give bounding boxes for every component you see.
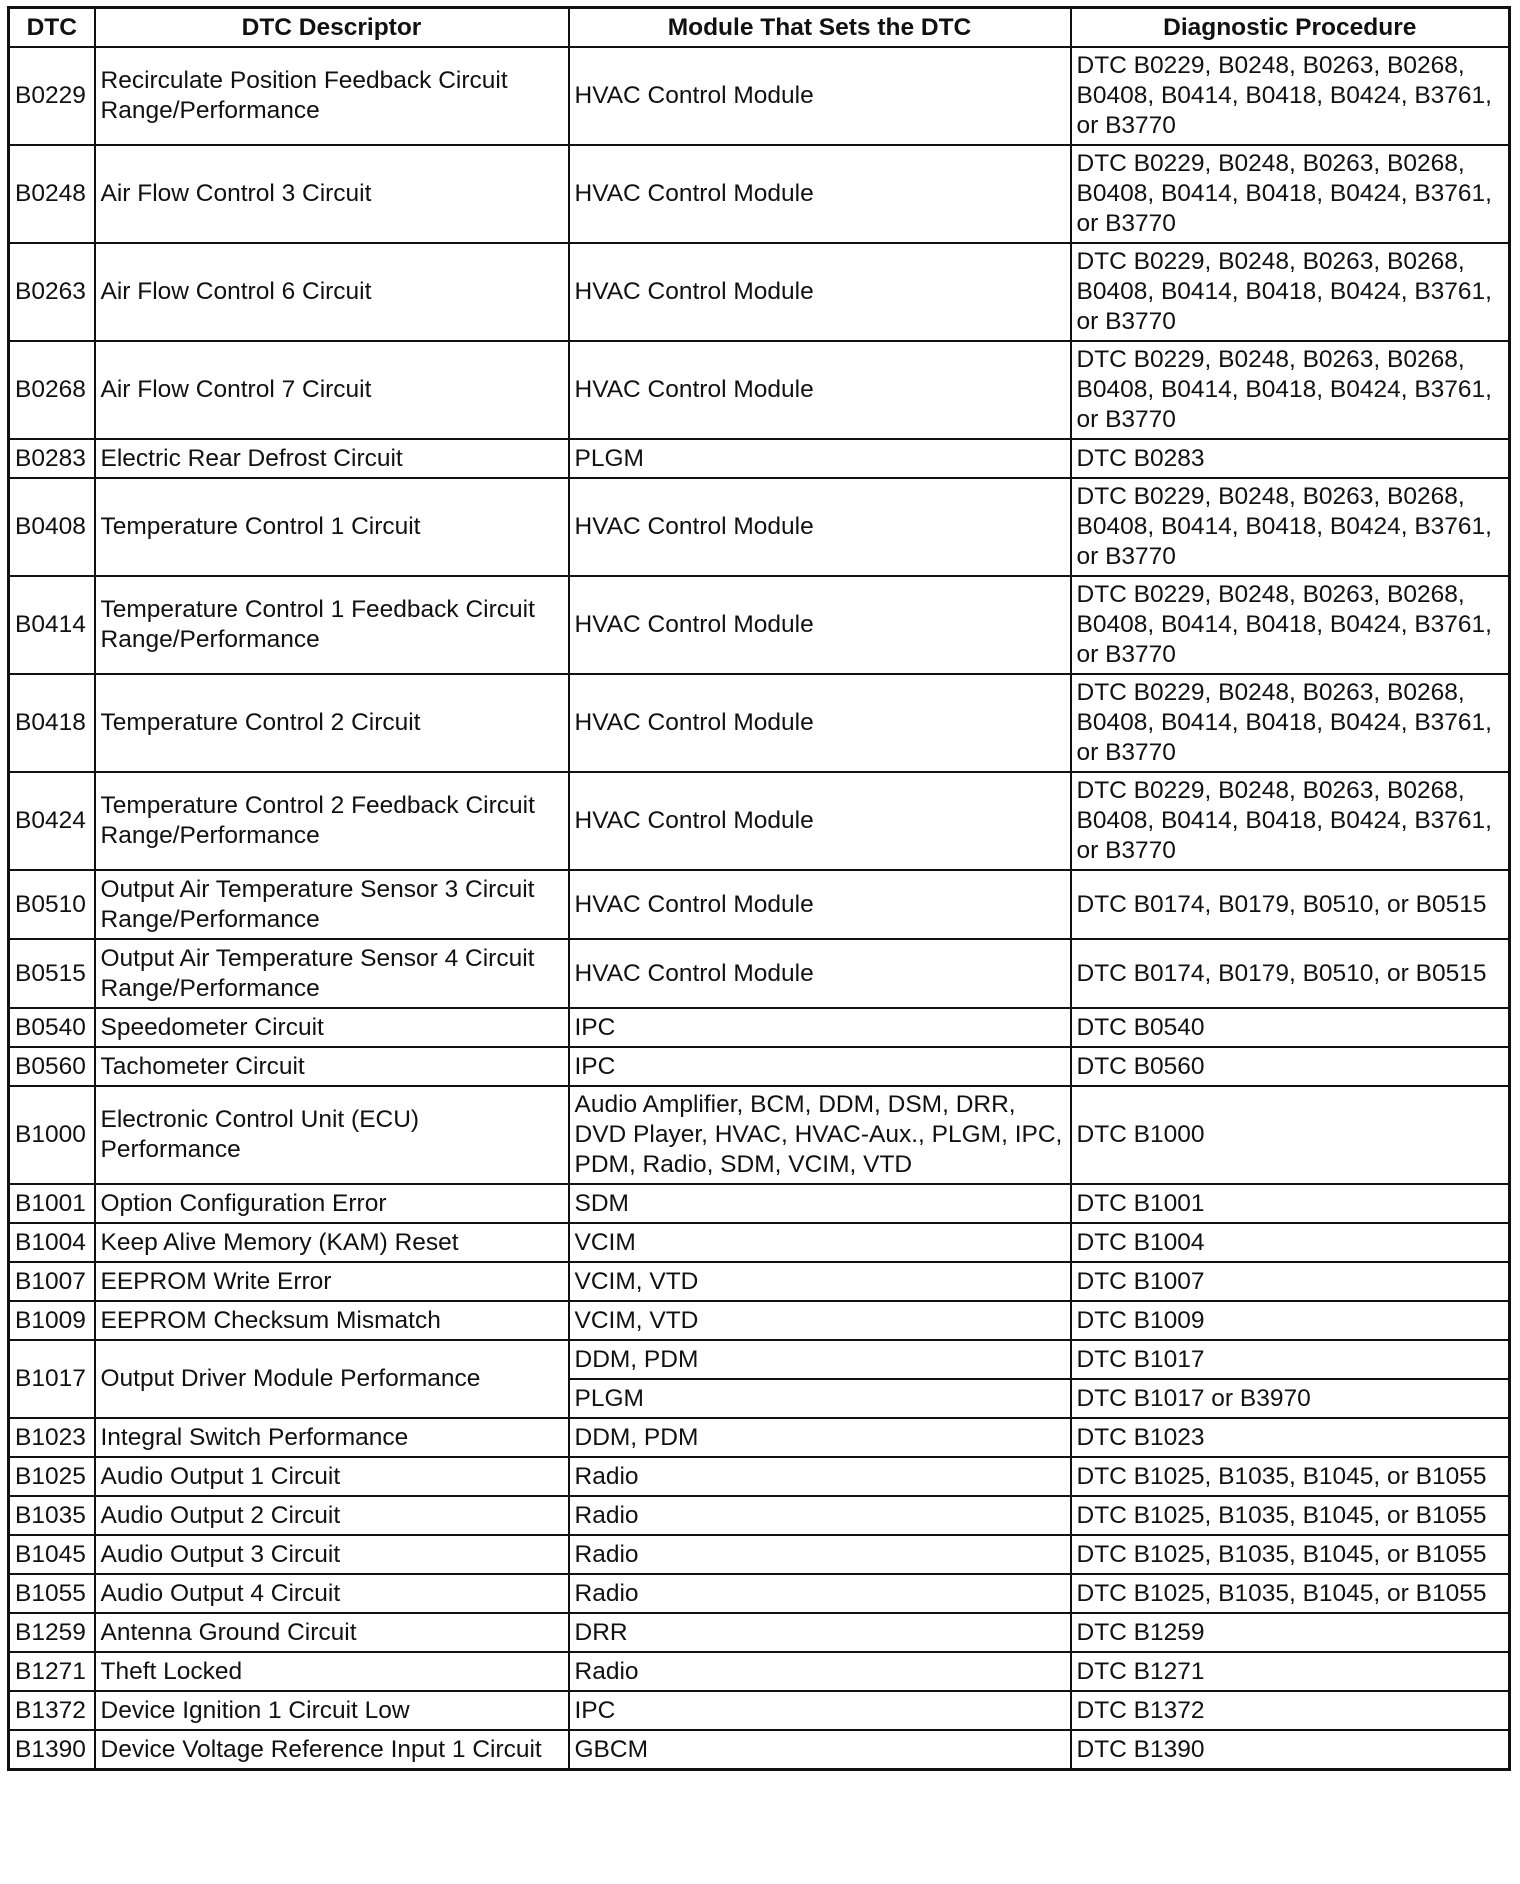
dtc-procedure: DTC B1271 [1071,1652,1510,1691]
dtc-descriptor: Audio Output 1 Circuit [95,1457,569,1496]
dtc-procedure: DTC B0229, B0248, B0263, B0268, B0408, B0414, B0418, B0424, B3761, or B3770 [1071,47,1510,145]
table-row [9,1613,1510,1652]
dtc-descriptor: Recirculate Position Feedback Circuit Range/Performance [95,47,569,145]
table-row [9,576,1510,674]
dtc-descriptor: Device Voltage Reference Input 1 Circuit [95,1730,569,1770]
table-row [9,1652,1510,1691]
dtc-code: B1259 [9,1613,95,1652]
table-row [9,478,1510,576]
dtc-code: B1025 [9,1457,95,1496]
dtc-code: B0515 [9,939,95,1008]
table-row [9,1535,1510,1574]
dtc-descriptor: Temperature Control 2 Circuit [95,674,569,772]
dtc-descriptor: Speedometer Circuit [95,1008,569,1047]
dtc-module: DDM, PDM [569,1418,1071,1457]
dtc-table [7,6,1511,1771]
dtc-procedure: DTC B0229, B0248, B0263, B0268, B0408, B0414, B0418, B0424, B3761, or B3770 [1071,772,1510,870]
dtc-descriptor: Integral Switch Performance [95,1418,569,1457]
table-row [9,47,1510,145]
dtc-module: VCIM [569,1223,1071,1262]
dtc-module: SDM [569,1184,1071,1223]
dtc-code: B1390 [9,1730,95,1770]
dtc-procedure: DTC B1000 [1071,1086,1510,1184]
dtc-code: B0283 [9,439,95,478]
dtc-descriptor: Temperature Control 2 Feedback Circuit Range/Performance [95,772,569,870]
dtc-code: B0268 [9,341,95,439]
dtc-code: B0229 [9,47,95,145]
dtc-descriptor: Audio Output 3 Circuit [95,1535,569,1574]
dtc-procedure: DTC B1009 [1071,1301,1510,1340]
dtc-procedure: DTC B1025, B1035, B1045, or B1055 [1071,1535,1510,1574]
dtc-module: HVAC Control Module [569,576,1071,674]
dtc-module: IPC [569,1008,1071,1047]
dtc-descriptor: Keep Alive Memory (KAM) Reset [95,1223,569,1262]
dtc-descriptor: Air Flow Control 7 Circuit [95,341,569,439]
dtc-procedure: DTC B1017 or B3970 [1071,1379,1510,1418]
dtc-module: DRR [569,1613,1071,1652]
table-row [9,1301,1510,1340]
dtc-code: B0263 [9,243,95,341]
dtc-descriptor: Output Air Temperature Sensor 4 Circuit Range/Performance [95,939,569,1008]
dtc-module: Radio [569,1535,1071,1574]
table-row [9,1223,1510,1262]
table-row [9,1340,1510,1379]
dtc-procedure: DTC B1001 [1071,1184,1510,1223]
dtc-procedure: DTC B1025, B1035, B1045, or B1055 [1071,1496,1510,1535]
table-row [9,939,1510,1008]
dtc-module: Radio [569,1574,1071,1613]
dtc-descriptor: Audio Output 4 Circuit [95,1574,569,1613]
dtc-module: VCIM, VTD [569,1301,1071,1340]
dtc-descriptor: Electronic Control Unit (ECU) Performance [95,1086,569,1184]
table-row [9,1496,1510,1535]
table-row [9,1418,1510,1457]
dtc-procedure: DTC B1004 [1071,1223,1510,1262]
table-row [9,1457,1510,1496]
dtc-module: HVAC Control Module [569,772,1071,870]
dtc-descriptor: Temperature Control 1 Circuit [95,478,569,576]
dtc-code: B1045 [9,1535,95,1574]
dtc-module: PLGM [569,439,1071,478]
dtc-module: Radio [569,1496,1071,1535]
dtc-code: B1055 [9,1574,95,1613]
dtc-code: B0414 [9,576,95,674]
dtc-descriptor: Output Air Temperature Sensor 3 Circuit Range/Performance [95,870,569,939]
dtc-code: B1035 [9,1496,95,1535]
dtc-module: Audio Amplifier, BCM, DDM, DSM, DRR, DVD Player, HVAC, HVAC-Aux., PLGM, IPC, PDM, Radio, SDM, VCIM, VTD [569,1086,1071,1184]
dtc-procedure: DTC B0229, B0248, B0263, B0268, B0408, B0414, B0418, B0424, B3761, or B3770 [1071,674,1510,772]
dtc-module: HVAC Control Module [569,478,1071,576]
dtc-descriptor: Air Flow Control 3 Circuit [95,145,569,243]
table-row [9,439,1510,478]
dtc-code: B0248 [9,145,95,243]
dtc-descriptor: Device Ignition 1 Circuit Low [95,1691,569,1730]
dtc-procedure: DTC B0229, B0248, B0263, B0268, B0408, B0414, B0418, B0424, B3761, or B3770 [1071,341,1510,439]
dtc-procedure: DTC B1259 [1071,1613,1510,1652]
dtc-procedure: DTC B1025, B1035, B1045, or B1055 [1071,1457,1510,1496]
dtc-procedure: DTC B0229, B0248, B0263, B0268, B0408, B0414, B0418, B0424, B3761, or B3770 [1071,478,1510,576]
dtc-code: B0540 [9,1008,95,1047]
dtc-code: B1009 [9,1301,95,1340]
dtc-procedure: DTC B1025, B1035, B1045, or B1055 [1071,1574,1510,1613]
dtc-module: HVAC Control Module [569,341,1071,439]
dtc-module: HVAC Control Module [569,47,1071,145]
dtc-procedure: DTC B0229, B0248, B0263, B0268, B0408, B0414, B0418, B0424, B3761, or B3770 [1071,576,1510,674]
dtc-descriptor: Option Configuration Error [95,1184,569,1223]
table-row [9,1691,1510,1730]
dtc-module: HVAC Control Module [569,145,1071,243]
dtc-module: Radio [569,1457,1071,1496]
header-dtc-descriptor: DTC Descriptor [95,8,569,48]
dtc-descriptor: Tachometer Circuit [95,1047,569,1086]
header-dtc: DTC [9,8,95,48]
table-row [9,1047,1510,1086]
dtc-procedure: DTC B1390 [1071,1730,1510,1770]
table-row [9,1008,1510,1047]
dtc-code: B1372 [9,1691,95,1730]
header-row [9,8,1510,48]
dtc-module: IPC [569,1047,1071,1086]
dtc-module: PLGM [569,1379,1071,1418]
dtc-descriptor: Antenna Ground Circuit [95,1613,569,1652]
dtc-procedure: DTC B1372 [1071,1691,1510,1730]
dtc-code: B1023 [9,1418,95,1457]
dtc-module: HVAC Control Module [569,939,1071,1008]
dtc-descriptor: Output Driver Module Performance [95,1340,569,1418]
table-row [9,772,1510,870]
dtc-descriptor: EEPROM Checksum Mismatch [95,1301,569,1340]
table-row [9,145,1510,243]
dtc-code: B1004 [9,1223,95,1262]
dtc-code: B1001 [9,1184,95,1223]
dtc-code: B0418 [9,674,95,772]
dtc-code: B0510 [9,870,95,939]
dtc-descriptor: Theft Locked [95,1652,569,1691]
table-row [9,341,1510,439]
dtc-procedure: DTC B0283 [1071,439,1510,478]
dtc-module: Radio [569,1652,1071,1691]
dtc-module: GBCM [569,1730,1071,1770]
dtc-descriptor: Air Flow Control 6 Circuit [95,243,569,341]
dtc-procedure: DTC B0229, B0248, B0263, B0268, B0408, B0414, B0418, B0424, B3761, or B3770 [1071,145,1510,243]
dtc-procedure: DTC B0229, B0248, B0263, B0268, B0408, B0414, B0418, B0424, B3761, or B3770 [1071,243,1510,341]
dtc-module: HVAC Control Module [569,870,1071,939]
dtc-code: B0408 [9,478,95,576]
table-row [9,243,1510,341]
header-module: Module That Sets the DTC [569,8,1071,48]
table-row [9,1184,1510,1223]
dtc-procedure: DTC B0174, B0179, B0510, or B0515 [1071,939,1510,1008]
table-row [9,1730,1510,1770]
dtc-module: DDM, PDM [569,1340,1071,1379]
dtc-code: B0560 [9,1047,95,1086]
dtc-code: B1000 [9,1086,95,1184]
dtc-code: B1017 [9,1340,95,1418]
dtc-table-body [9,47,1510,1770]
dtc-module: VCIM, VTD [569,1262,1071,1301]
dtc-procedure: DTC B1023 [1071,1418,1510,1457]
dtc-descriptor: Temperature Control 1 Feedback Circuit Range/Performance [95,576,569,674]
table-row [9,1262,1510,1301]
dtc-procedure: DTC B0560 [1071,1047,1510,1086]
dtc-procedure: DTC B1007 [1071,1262,1510,1301]
dtc-module: HVAC Control Module [569,674,1071,772]
dtc-procedure: DTC B1017 [1071,1340,1510,1379]
dtc-code: B1007 [9,1262,95,1301]
dtc-descriptor: Audio Output 2 Circuit [95,1496,569,1535]
table-row [9,1086,1510,1184]
dtc-procedure: DTC B0174, B0179, B0510, or B0515 [1071,870,1510,939]
dtc-descriptor: Electric Rear Defrost Circuit [95,439,569,478]
table-row [9,870,1510,939]
header-diagnostic-procedure: Diagnostic Procedure [1071,8,1510,48]
dtc-code: B1271 [9,1652,95,1691]
dtc-module: IPC [569,1691,1071,1730]
dtc-descriptor: EEPROM Write Error [95,1262,569,1301]
table-row [9,1574,1510,1613]
dtc-procedure: DTC B0540 [1071,1008,1510,1047]
dtc-code: B0424 [9,772,95,870]
dtc-module: HVAC Control Module [569,243,1071,341]
table-row [9,674,1510,772]
